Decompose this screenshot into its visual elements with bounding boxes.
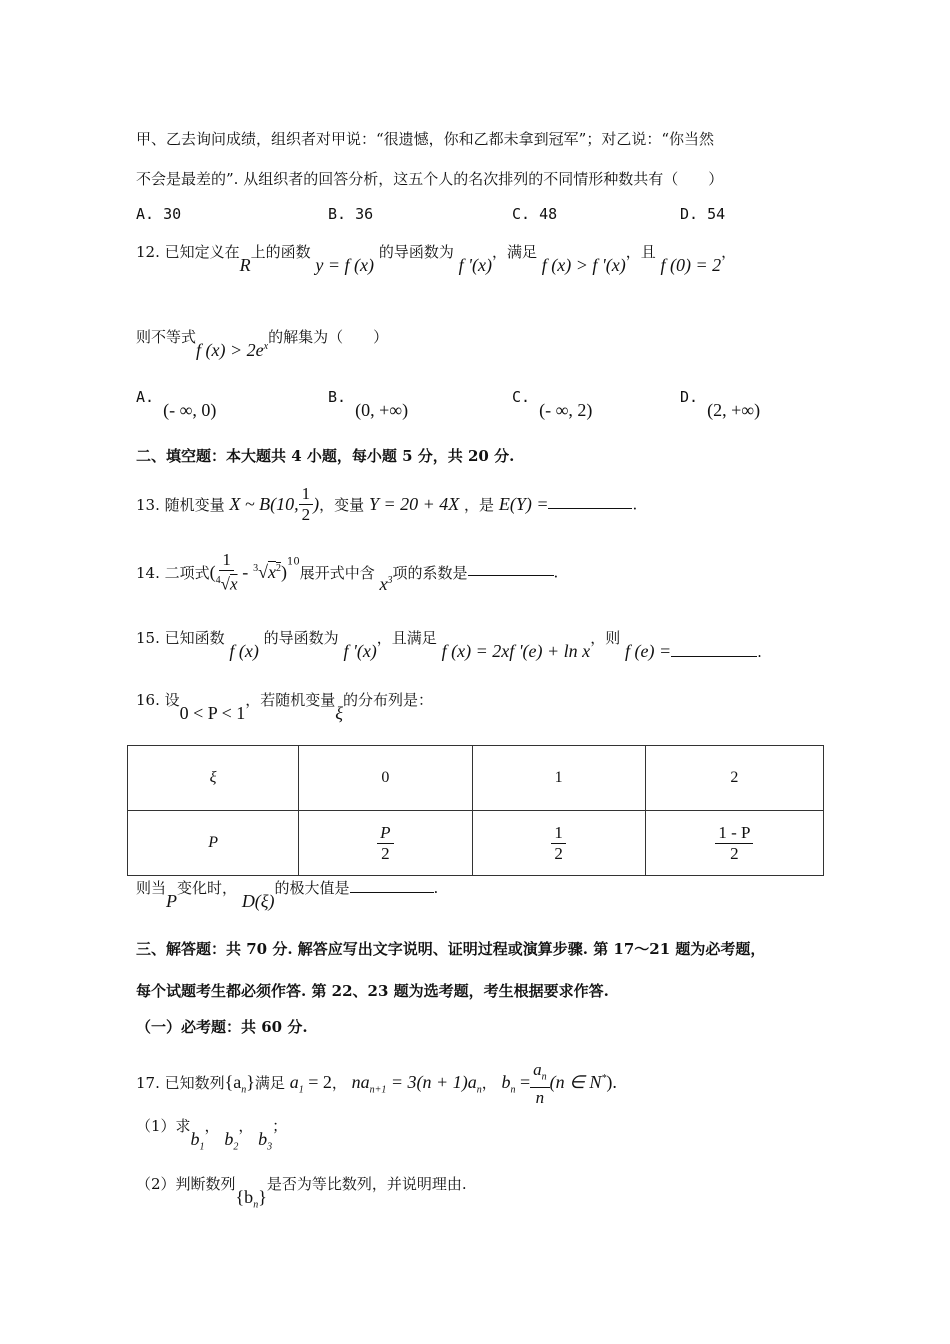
q17-fraction: $\frac{a_n}{n}$: [530, 1060, 550, 1108]
q15-text-1: 15. 已知函数: [136, 629, 225, 647]
q12-ineq-prefix: 则不等式: [136, 328, 197, 346]
q16-text-1: 16. 设: [136, 691, 180, 709]
q12-text-1: 12. 已知定义在: [136, 243, 240, 261]
q12-option-c: C. (- ∞, 2): [512, 388, 593, 420]
q15-line: 15. 已知函数 f (x) 的导函数为 f '(x)，且满足 f (x) = 2xf '(e) + ln x，则 f (e) = .: [136, 629, 762, 661]
q12-option-b: B. (0, +∞): [328, 388, 409, 420]
q16-line: [136, 689, 434, 723]
q12-option-d: D. (2, +∞): [680, 388, 761, 420]
q15-function: f (x): [229, 641, 259, 661]
q14-cube-root: $^3√x^2$: [253, 561, 281, 582]
q11-option-b: B. 36: [328, 205, 374, 223]
q13-line: 13. 随机变量 X ~ B(10, $\frac{1}{2}$ )，变量 Y = 20 + 4X ，是 E(Y) = .: [136, 484, 638, 524]
q13-text-2: ，变量: [319, 496, 365, 514]
section-3-line-1: 三、解答题：共 70 分. 解答应写出文字说明、证明过程或演算步骤. 第 17～21 题为必考题，: [136, 940, 766, 958]
q17-text-2: 满足: [254, 1074, 285, 1093]
q12-text-4: ，满足: [491, 243, 537, 261]
q17-domain: (n ∈ N*).: [549, 1072, 617, 1093]
q15-text-4: ，则: [590, 629, 621, 647]
q17-bn-sequence: $\{b_n\}$: [235, 1187, 267, 1211]
table-cell: $\frac{P}{2}$: [299, 811, 472, 876]
q16-text-3: 的分布列是：: [343, 691, 434, 709]
table-cell: 1: [472, 746, 645, 811]
table-cell: 2: [645, 746, 823, 811]
q12-function: y = f (x): [315, 255, 375, 275]
q12-option-a: A. (- ∞, 0): [136, 388, 217, 420]
table-cell: 0: [299, 746, 472, 811]
q15-text-2: 的导函数为: [263, 629, 339, 647]
q13-text-3: ，是: [464, 496, 495, 514]
q12-text-6: ，: [721, 243, 737, 261]
q11-option-d: D. 54: [680, 205, 726, 223]
q15-text-3: ，且满足: [376, 629, 437, 647]
q17-bn-definition: $b_n$ =: [501, 1072, 531, 1096]
q14-power: 10: [286, 556, 300, 568]
q16-after-text-1: 则当: [136, 879, 167, 897]
q11-line-1: 甲、乙去询问成绩，组织者对甲说：“很遗憾，你和乙都未拿到冠军”；对乙说：“你当然: [136, 130, 715, 148]
q17-part-2: [136, 1173, 467, 1211]
q16-xi: ξ: [335, 703, 344, 723]
q14-text-3: 项的系数是: [392, 563, 468, 582]
q13-text-1: 13. 随机变量: [136, 496, 225, 514]
q17-part-1-label: （1）求: [136, 1117, 191, 1135]
q17-a1: $a_1 = 2$: [289, 1072, 332, 1096]
section-2-heading: 二、填空题：本大题共 4 小题，每小题 5 分，共 20 分.: [136, 447, 515, 465]
q12-initial-value: f (0) = 2: [660, 255, 722, 275]
q13-answer-blank[interactable]: [548, 494, 632, 509]
q11-line-2: 不会是最差的”. 从组织者的回答分析，这五个人的名次排列的不同情形种数共有（ ）: [136, 170, 724, 188]
q14-text-2: 展开式中含: [299, 563, 375, 582]
q12-derivative: f '(x): [458, 255, 492, 275]
q16-text-2: ，若随机变量: [245, 691, 336, 709]
q14-answer-blank[interactable]: [468, 561, 554, 576]
table-cell-p: P: [128, 811, 299, 876]
q12-ineq-suffix: 的解集为（ ）: [268, 328, 389, 346]
q16-variance: D(ξ): [241, 891, 275, 911]
q14-fraction: $\frac{1}{^4√x}$: [215, 550, 238, 594]
q14-term: $x^3$: [379, 574, 393, 595]
table-cell: $\frac{1 - P}{2}$: [645, 811, 823, 876]
q15-ask: f (e) =: [624, 641, 672, 661]
q16-after-text-2: 变化时，: [177, 879, 238, 897]
q12-text-3: 的导函数为: [378, 243, 454, 261]
q14-text-1: 14. 二项式: [136, 563, 210, 582]
q12-inequality: f $(x) > 2e^x$: [196, 340, 269, 360]
q16-answer-blank[interactable]: [350, 878, 434, 893]
q11-option-a: A. 30: [136, 205, 182, 223]
q16-distribution-table: [127, 745, 824, 876]
table-row: [128, 811, 824, 876]
q12-line-2: [136, 326, 389, 360]
q12-text-2: 上的函数: [250, 243, 311, 261]
section-3-subheading: （一）必考题：共 60 分.: [136, 1018, 308, 1036]
q12-domain-r: R: [239, 255, 251, 275]
q17-b1: $b_1$: [190, 1129, 205, 1153]
q13-variable-y: Y = 20 + 4X: [368, 494, 460, 514]
q16-condition: 0 < P < 1: [179, 703, 246, 723]
q16-after-text-3: 的极大值是: [274, 879, 350, 897]
q15-answer-blank[interactable]: [671, 642, 757, 657]
q17-part-2-text: 是否为等比数列，并说明理由.: [266, 1175, 467, 1193]
q11-option-c: C. 48: [512, 205, 558, 223]
q17-sequence: $\{a_n\}$: [224, 1072, 255, 1096]
q17-line: 17. 已知数列$\{a_n\}$满足 $a_1 = 2$， $na_{n+1} = 3(n + 1)a_n$， $b_n$ = $\frac{a_n}{n}$ (n ∈ N*).: [136, 1060, 617, 1108]
q17-part-1: （1）求$b_1$， $b_2$， $b_3$；: [136, 1117, 288, 1153]
q17-b2: $b_2$: [224, 1129, 239, 1153]
q13-distribution: X ~ B(10,: [229, 494, 299, 514]
q12-condition: f (x) > f '(x): [541, 255, 626, 275]
q15-equation: f (x) = 2xf '(e) + ln x: [441, 641, 591, 661]
q15-derivative: f '(x): [343, 641, 377, 661]
q17-recurrence: $na_{n+1} = 3(n + 1)a_n$: [351, 1072, 482, 1096]
q13-expectation: E(Y) =: [498, 494, 549, 514]
table-cell: $\frac{1}{2}$: [472, 811, 645, 876]
q12-line-1: [136, 241, 737, 275]
q17-text-1: 17. 已知数列: [136, 1074, 225, 1093]
section-3-line-2: 每个试题考生都必须作答. 第 22、23 题为选考题，考生根据要求作答.: [136, 982, 609, 1000]
table-row: [128, 746, 824, 811]
q14-line: 14. 二项式( $\frac{1}{^4√x}$ - $^3√x^2)^{10}$展开式中含 $x^3$项的系数是 .: [136, 550, 559, 595]
table-cell-xi: ξ: [128, 746, 299, 811]
q16-variable-p: P: [166, 891, 178, 911]
q17-part-2-label: （2）判断数列: [136, 1175, 236, 1193]
q17-b3: $b_3$: [258, 1129, 273, 1153]
q13-fraction: $\frac{1}{2}$: [299, 484, 314, 525]
q16-question-line: 则当P变化时， D(ξ)的极大值是 .: [136, 879, 439, 911]
q12-text-5: ，且: [625, 243, 656, 261]
